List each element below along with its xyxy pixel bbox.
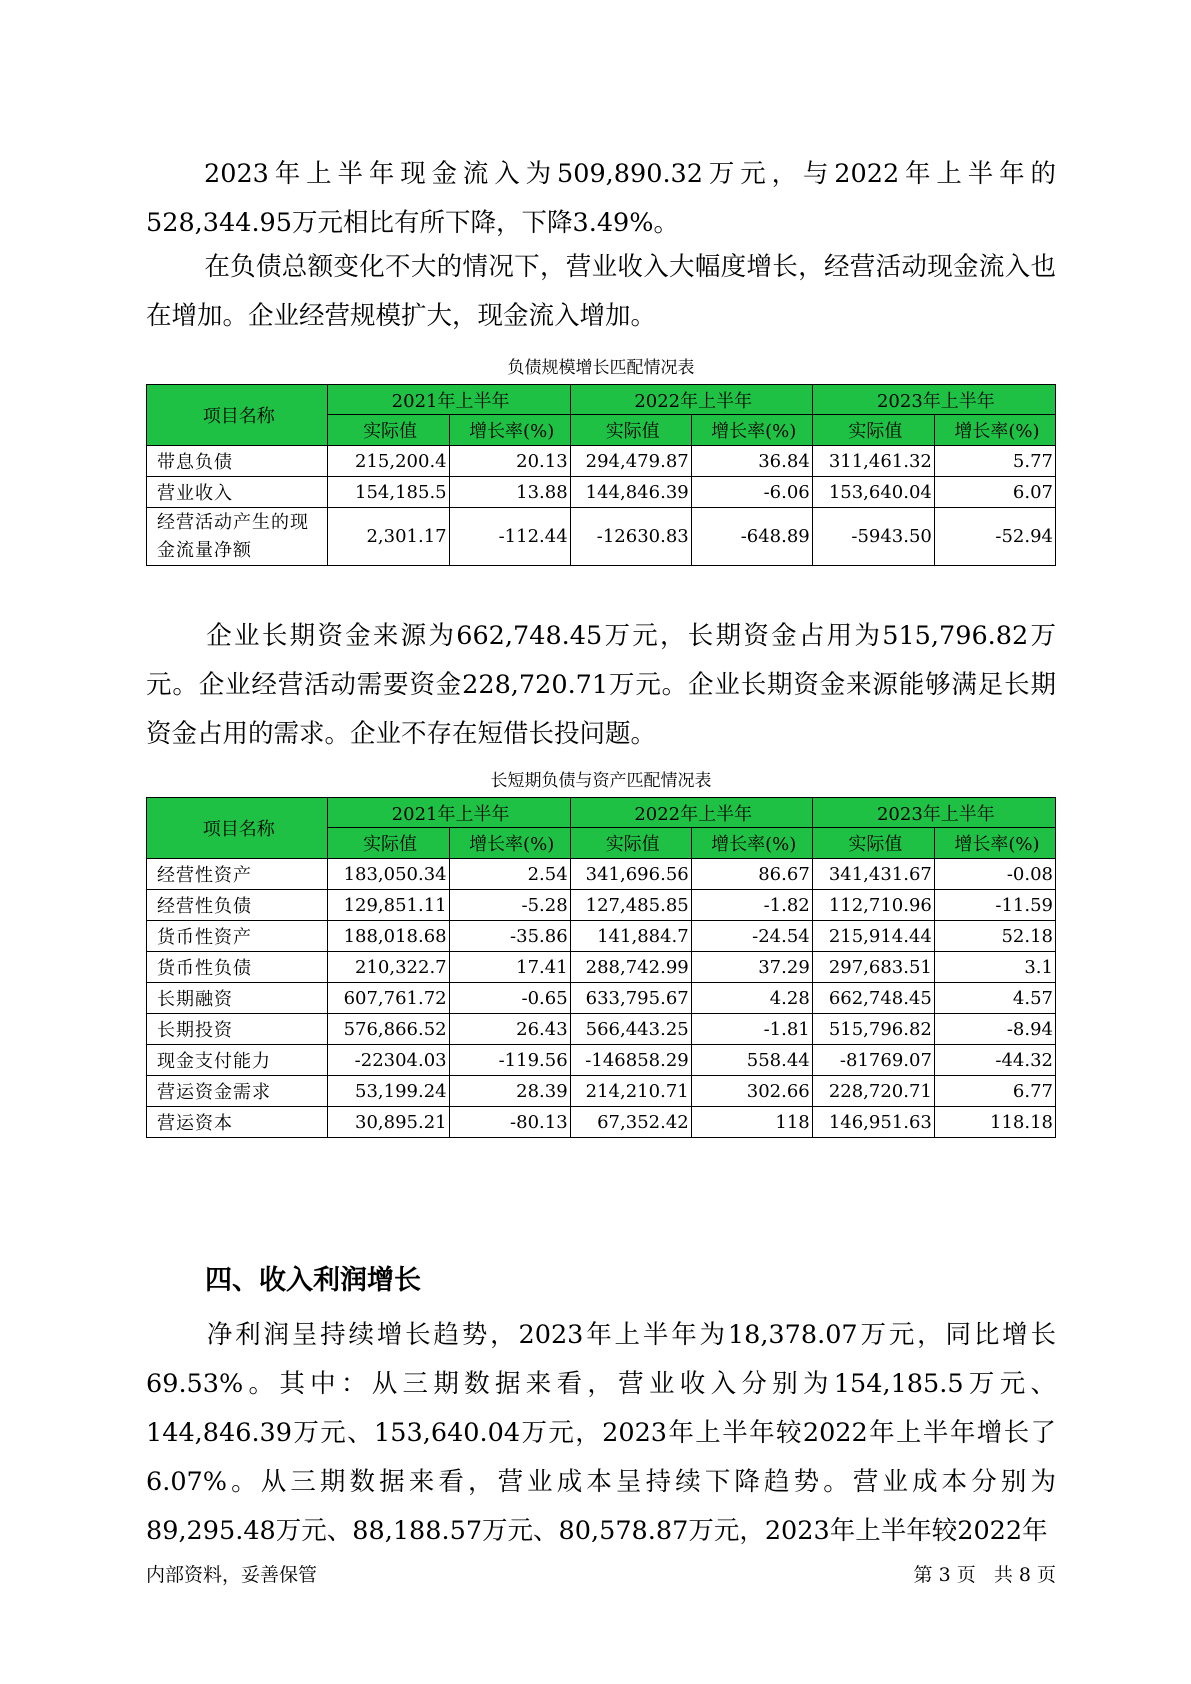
row-label: 营运资本 [147,1107,328,1138]
row-label: 货币性资产 [147,921,328,952]
actual-value-cell: 341,696.56 [570,859,691,890]
actual-value-cell: 662,748.45 [812,983,934,1014]
header-actual: 实际值 [812,828,934,859]
row-label: 带息负债 [147,446,328,477]
actual-value-cell: 214,210.71 [570,1076,691,1107]
growth-rate-cell: 4.28 [691,983,812,1014]
table-row [147,921,1056,952]
growth-rate-cell: -52.94 [934,508,1055,566]
actual-value-cell: 633,795.67 [570,983,691,1014]
growth-rate-cell: -0.65 [449,983,570,1014]
header-growth: 增长率(%) [934,828,1055,859]
growth-rate-cell: 20.13 [449,446,570,477]
growth-rate-cell: 37.29 [691,952,812,983]
table-row [147,1107,1056,1138]
header-growth: 增长率(%) [934,415,1055,446]
row-label: 货币性负债 [147,952,328,983]
table-row [147,983,1056,1014]
row-label: 经营活动产生的现金流量净额 [147,508,328,566]
debt-scale-table [146,384,1056,566]
actual-value-cell: 53,199.24 [327,1076,449,1107]
actual-value-cell: 228,720.71 [812,1076,934,1107]
header-actual: 实际值 [570,828,691,859]
header-period-2023: 2023年上半年 [812,385,1055,415]
header-actual: 实际值 [327,415,449,446]
growth-rate-cell: -119.56 [449,1045,570,1076]
header-growth: 增长率(%) [449,828,570,859]
table-row [147,859,1056,890]
actual-value-cell: 141,884.7 [570,921,691,952]
growth-rate-cell: 118 [691,1107,812,1138]
actual-value-cell: 30,895.21 [327,1107,449,1138]
table-row [147,446,1056,477]
table-row [147,1045,1056,1076]
growth-rate-cell: 2.54 [449,859,570,890]
growth-rate-cell: 28.39 [449,1076,570,1107]
actual-value-cell: 297,683.51 [812,952,934,983]
growth-rate-cell: -35.86 [449,921,570,952]
row-label: 经营性负债 [147,890,328,921]
growth-rate-cell: -1.81 [691,1014,812,1045]
actual-value-cell: -12630.83 [570,508,691,566]
growth-rate-cell: 36.84 [691,446,812,477]
growth-rate-cell: -11.59 [934,890,1055,921]
actual-value-cell: 210,322.7 [327,952,449,983]
table-row [147,477,1056,508]
growth-rate-cell: -80.13 [449,1107,570,1138]
actual-value-cell: 2,301.17 [327,508,449,566]
row-label: 现金支付能力 [147,1045,328,1076]
header-actual: 实际值 [812,415,934,446]
paragraph-debt-summary: 在负债总额变化不大的情况下，营业收入大幅度增长，经营活动现金流入也在增加。企业经营规模扩大，现金流入增加。 [146,252,1056,331]
table-row [147,952,1056,983]
paragraph-cash-inflow: 2023年上半年现金流入为509,890.32万元，与2022年上半年的528,344.95万元相比有所下降，下降3.49%。 [146,159,1056,238]
growth-rate-cell: 302.66 [691,1076,812,1107]
actual-value-cell: -22304.03 [327,1045,449,1076]
actual-value-cell: -81769.07 [812,1045,934,1076]
header-period-2023: 2023年上半年 [812,798,1055,828]
header-growth: 增长率(%) [691,828,812,859]
growth-rate-cell: 26.43 [449,1014,570,1045]
actual-value-cell: 311,461.32 [812,446,934,477]
actual-value-cell: 515,796.82 [812,1014,934,1045]
row-label: 长期投资 [147,1014,328,1045]
table-row [147,508,1056,566]
actual-value-cell: 153,640.04 [812,477,934,508]
growth-rate-cell: -44.32 [934,1045,1055,1076]
header-growth: 增长率(%) [691,415,812,446]
growth-rate-cell: -1.82 [691,890,812,921]
growth-rate-cell: 118.18 [934,1107,1055,1138]
table-row [147,890,1056,921]
actual-value-cell: 215,200.4 [327,446,449,477]
actual-value-cell: 576,866.52 [327,1014,449,1045]
table1-caption: 负债规模增长匹配情况表 [507,358,695,378]
footer-confidential: 内部资料，妥善保管 [146,1564,318,1586]
growth-rate-cell: -0.08 [934,859,1055,890]
growth-rate-cell: 6.07 [934,477,1055,508]
actual-value-cell: 341,431.67 [812,859,934,890]
header-period-2021: 2021年上半年 [327,798,570,828]
header-period-2022: 2022年上半年 [570,385,812,415]
growth-rate-cell: 86.67 [691,859,812,890]
header-item-name: 项目名称 [147,798,328,859]
growth-rate-cell: -5.28 [449,890,570,921]
actual-value-cell: 112,710.96 [812,890,934,921]
footer-page-number: 第 3 页 共 8 页 [913,1564,1056,1586]
growth-rate-cell: -648.89 [691,508,812,566]
growth-rate-cell: 52.18 [934,921,1055,952]
row-label: 长期融资 [147,983,328,1014]
actual-value-cell: 215,914.44 [812,921,934,952]
header-growth: 增长率(%) [449,415,570,446]
header-period-2021: 2021年上半年 [327,385,570,415]
growth-rate-cell: 4.57 [934,983,1055,1014]
growth-rate-cell: -24.54 [691,921,812,952]
row-label: 营运资金需求 [147,1076,328,1107]
actual-value-cell: 129,851.11 [327,890,449,921]
actual-value-cell: 294,479.87 [570,446,691,477]
actual-value-cell: 144,846.39 [570,477,691,508]
actual-value-cell: 188,018.68 [327,921,449,952]
table2-caption: 长短期负债与资产匹配情况表 [490,771,712,791]
growth-rate-cell: -8.94 [934,1014,1055,1045]
asset-liability-table [146,797,1056,1138]
header-actual: 实际值 [570,415,691,446]
growth-rate-cell: 13.88 [449,477,570,508]
actual-value-cell: -5943.50 [812,508,934,566]
growth-rate-cell: 17.41 [449,952,570,983]
actual-value-cell: -146858.29 [570,1045,691,1076]
row-label: 经营性资产 [147,859,328,890]
paragraph-long-term-funds: 企业长期资金来源为662,748.45万元，长期资金占用为515,796.82万元。企业经营活动需要资金228,720.71万元。企业长期资金来源能够满足长期资金占用的需求。企业不存在短借长投问题。 [146,621,1056,749]
growth-rate-cell: 3.1 [934,952,1055,983]
actual-value-cell: 607,761.72 [327,983,449,1014]
header-actual: 实际值 [327,828,449,859]
actual-value-cell: 67,352.42 [570,1107,691,1138]
actual-value-cell: 183,050.34 [327,859,449,890]
growth-rate-cell: 5.77 [934,446,1055,477]
growth-rate-cell: 6.77 [934,1076,1055,1107]
header-period-2022: 2022年上半年 [570,798,812,828]
header-item-name: 项目名称 [147,385,328,446]
actual-value-cell: 127,485.85 [570,890,691,921]
actual-value-cell: 146,951.63 [812,1107,934,1138]
actual-value-cell: 566,443.25 [570,1014,691,1045]
section-heading: 四、收入利润增长 [205,1265,421,1296]
row-label: 营业收入 [147,477,328,508]
table-row [147,1014,1056,1045]
growth-rate-cell: -112.44 [449,508,570,566]
table-row [147,1076,1056,1107]
growth-rate-cell: 558.44 [691,1045,812,1076]
actual-value-cell: 154,185.5 [327,477,449,508]
paragraph-profit-growth: 净利润呈持续增长趋势，2023年上半年为18,378.07万元，同比增长69.53%。其中：从三期数据来看，营业收入分别为154,185.5万元、144,846.39万元、153,640.04万元，2023年上半年较2022年上半年增长了6.07%。从三期数据来看，营业成本呈持续下降趋势。营业成本分别为89,295.48万元、88,188.57万元、80,578.87万元，2023年上半年较2022年 [146,1320,1056,1546]
growth-rate-cell: -6.06 [691,477,812,508]
actual-value-cell: 288,742.99 [570,952,691,983]
